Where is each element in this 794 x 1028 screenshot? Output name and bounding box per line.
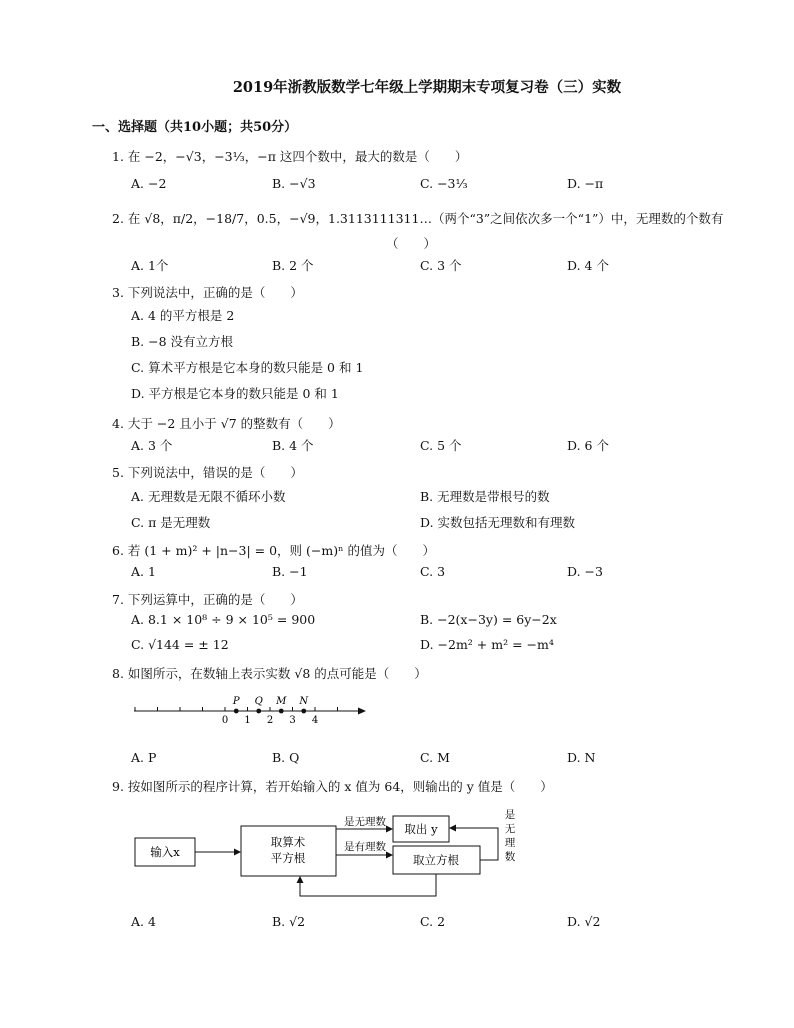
input-label: 输入x bbox=[150, 845, 180, 859]
q4-option-c[interactable]: C. 5 个 bbox=[420, 438, 462, 453]
section-heading: 一、选择题（共10小题；共50分） bbox=[92, 120, 298, 135]
question-9-stem: 9. 按如图所示的程序计算，若开始输入的 x 值为 64，则输出的 y 值是（ ） bbox=[112, 779, 553, 794]
arrow-right-icon bbox=[358, 708, 366, 715]
q9-option-c[interactable]: C. 2 bbox=[420, 914, 446, 929]
q9-option-d[interactable]: D. √2 bbox=[567, 914, 601, 929]
q9-option-a[interactable]: A. 4 bbox=[131, 914, 156, 929]
q2-option-b[interactable]: B. 2 个 bbox=[272, 258, 314, 273]
q6-option-a[interactable]: A. 1 bbox=[131, 564, 156, 579]
q5-option-d[interactable]: D. 实数包括无理数和有理数 bbox=[420, 515, 576, 530]
question-2-stem-cont: （ ） bbox=[386, 236, 437, 251]
q3-option-d[interactable]: D. 平方根是它本身的数只能是 0 和 1 bbox=[131, 386, 339, 401]
number-line-tick-label: 4 bbox=[311, 715, 319, 726]
rational-label: 是有理数 bbox=[344, 841, 386, 853]
q5-option-b[interactable]: B. 无理数是带根号的数 bbox=[420, 489, 550, 504]
arrow-cube-to-sqrt bbox=[300, 874, 436, 896]
number-line-point-label: N bbox=[299, 696, 309, 707]
side-label-4: 数 bbox=[504, 851, 516, 863]
number-line-tick-label: 0 bbox=[221, 715, 229, 726]
number-line-figure bbox=[130, 688, 370, 732]
q1-option-d[interactable]: D. −π bbox=[567, 176, 604, 191]
number-line-point-p bbox=[234, 709, 239, 714]
question-5-stem: 5. 下列说法中，错误的是（ ） bbox=[112, 465, 303, 480]
q1-option-c[interactable]: C. −3⅓ bbox=[420, 176, 468, 191]
q7-option-b[interactable]: B. −2(x−3y) = 6y−2x bbox=[420, 612, 557, 627]
output-label: 取出 y bbox=[404, 822, 438, 836]
question-8-stem: 8. 如图所示，在数轴上表示实数 √8 的点可能是（ ） bbox=[112, 666, 427, 681]
q7-option-c[interactable]: C. √144 = ± 12 bbox=[131, 637, 229, 652]
irrational-label: 是无理数 bbox=[344, 816, 386, 828]
question-4-stem: 4. 大于 −2 且小于 √7 的整数有（ ） bbox=[112, 416, 341, 431]
q3-option-c[interactable]: C. 算术平方根是它本身的数只能是 0 和 1 bbox=[131, 360, 364, 375]
sqrt-label-2: 平方根 bbox=[270, 851, 306, 865]
number-line-point-label: Q bbox=[254, 696, 263, 707]
question-7-stem: 7. 下列运算中，正确的是（ ） bbox=[112, 592, 303, 607]
number-line-tick-label: 1 bbox=[244, 715, 251, 726]
side-label-1: 是 bbox=[504, 809, 516, 821]
number-line-point-q bbox=[256, 709, 261, 714]
q1-option-a[interactable]: A. −2 bbox=[131, 176, 167, 191]
sqrt-label-1: 取算术 bbox=[270, 835, 306, 849]
q4-option-d[interactable]: D. 6 个 bbox=[567, 438, 609, 453]
page-title: 2019年浙教版数学七年级上学期期末专项复习卷（三）实数 bbox=[232, 79, 622, 96]
q9-option-b[interactable]: B. √2 bbox=[272, 914, 306, 929]
question-2-stem: 2. 在 √8，π/2，−18/7，0.5，−√9，1.3113111311…（两个“3”之间依次多一个“1”）中，无理数的个数有 bbox=[112, 211, 724, 226]
q2-option-c[interactable]: C. 3 个 bbox=[420, 258, 462, 273]
q6-option-b[interactable]: B. −1 bbox=[272, 564, 308, 579]
q1-option-b[interactable]: B. −√3 bbox=[272, 176, 316, 191]
q7-option-a[interactable]: A. 8.1 × 10⁸ ÷ 9 × 10⁵ = 900 bbox=[131, 612, 316, 627]
side-label-2: 无 bbox=[504, 823, 516, 835]
cube-label: 取立方根 bbox=[413, 853, 459, 867]
q5-option-a[interactable]: A. 无理数是无限不循环小数 bbox=[131, 489, 286, 504]
q3-option-b[interactable]: B. −8 没有立方根 bbox=[131, 334, 234, 349]
q4-option-a[interactable]: A. 3 个 bbox=[131, 438, 173, 453]
number-line-point-label: P bbox=[232, 696, 240, 707]
q7-option-d[interactable]: D. −2m² + m² = −m⁴ bbox=[420, 637, 554, 652]
q6-option-d[interactable]: D. −3 bbox=[567, 564, 603, 579]
q8-option-d[interactable]: D. N bbox=[567, 750, 596, 765]
q2-option-a[interactable]: A. 1个 bbox=[131, 258, 169, 273]
number-line-tick-label: 3 bbox=[289, 715, 296, 726]
q8-option-b[interactable]: B. Q bbox=[272, 750, 300, 765]
question-6-stem: 6. 若 (1 + m)² + |n−3| = 0，则 (−m)ⁿ 的值为（ ） bbox=[112, 543, 435, 558]
q4-option-b[interactable]: B. 4 个 bbox=[272, 438, 314, 453]
q3-option-a[interactable]: A. 4 的平方根是 2 bbox=[131, 308, 235, 323]
q8-option-c[interactable]: C. M bbox=[420, 750, 450, 765]
number-line-point-n bbox=[301, 709, 306, 714]
q2-option-d[interactable]: D. 4 个 bbox=[567, 258, 609, 273]
number-line-point-label: M bbox=[276, 696, 287, 707]
q6-option-c[interactable]: C. 3 bbox=[420, 564, 446, 579]
number-line-tick-label: 2 bbox=[266, 715, 274, 726]
q5-option-c[interactable]: C. π 是无理数 bbox=[131, 515, 211, 530]
side-label-3: 理 bbox=[504, 837, 516, 849]
question-1-stem: 1. 在 −2，−√3，−3⅓，−π 这四个数中，最大的数是（ ） bbox=[112, 149, 468, 164]
flowchart-figure bbox=[130, 800, 530, 904]
question-3-stem: 3. 下列说法中，正确的是（ ） bbox=[112, 285, 303, 300]
q8-option-a[interactable]: A. P bbox=[131, 750, 157, 765]
number-line-point-m bbox=[279, 709, 284, 714]
